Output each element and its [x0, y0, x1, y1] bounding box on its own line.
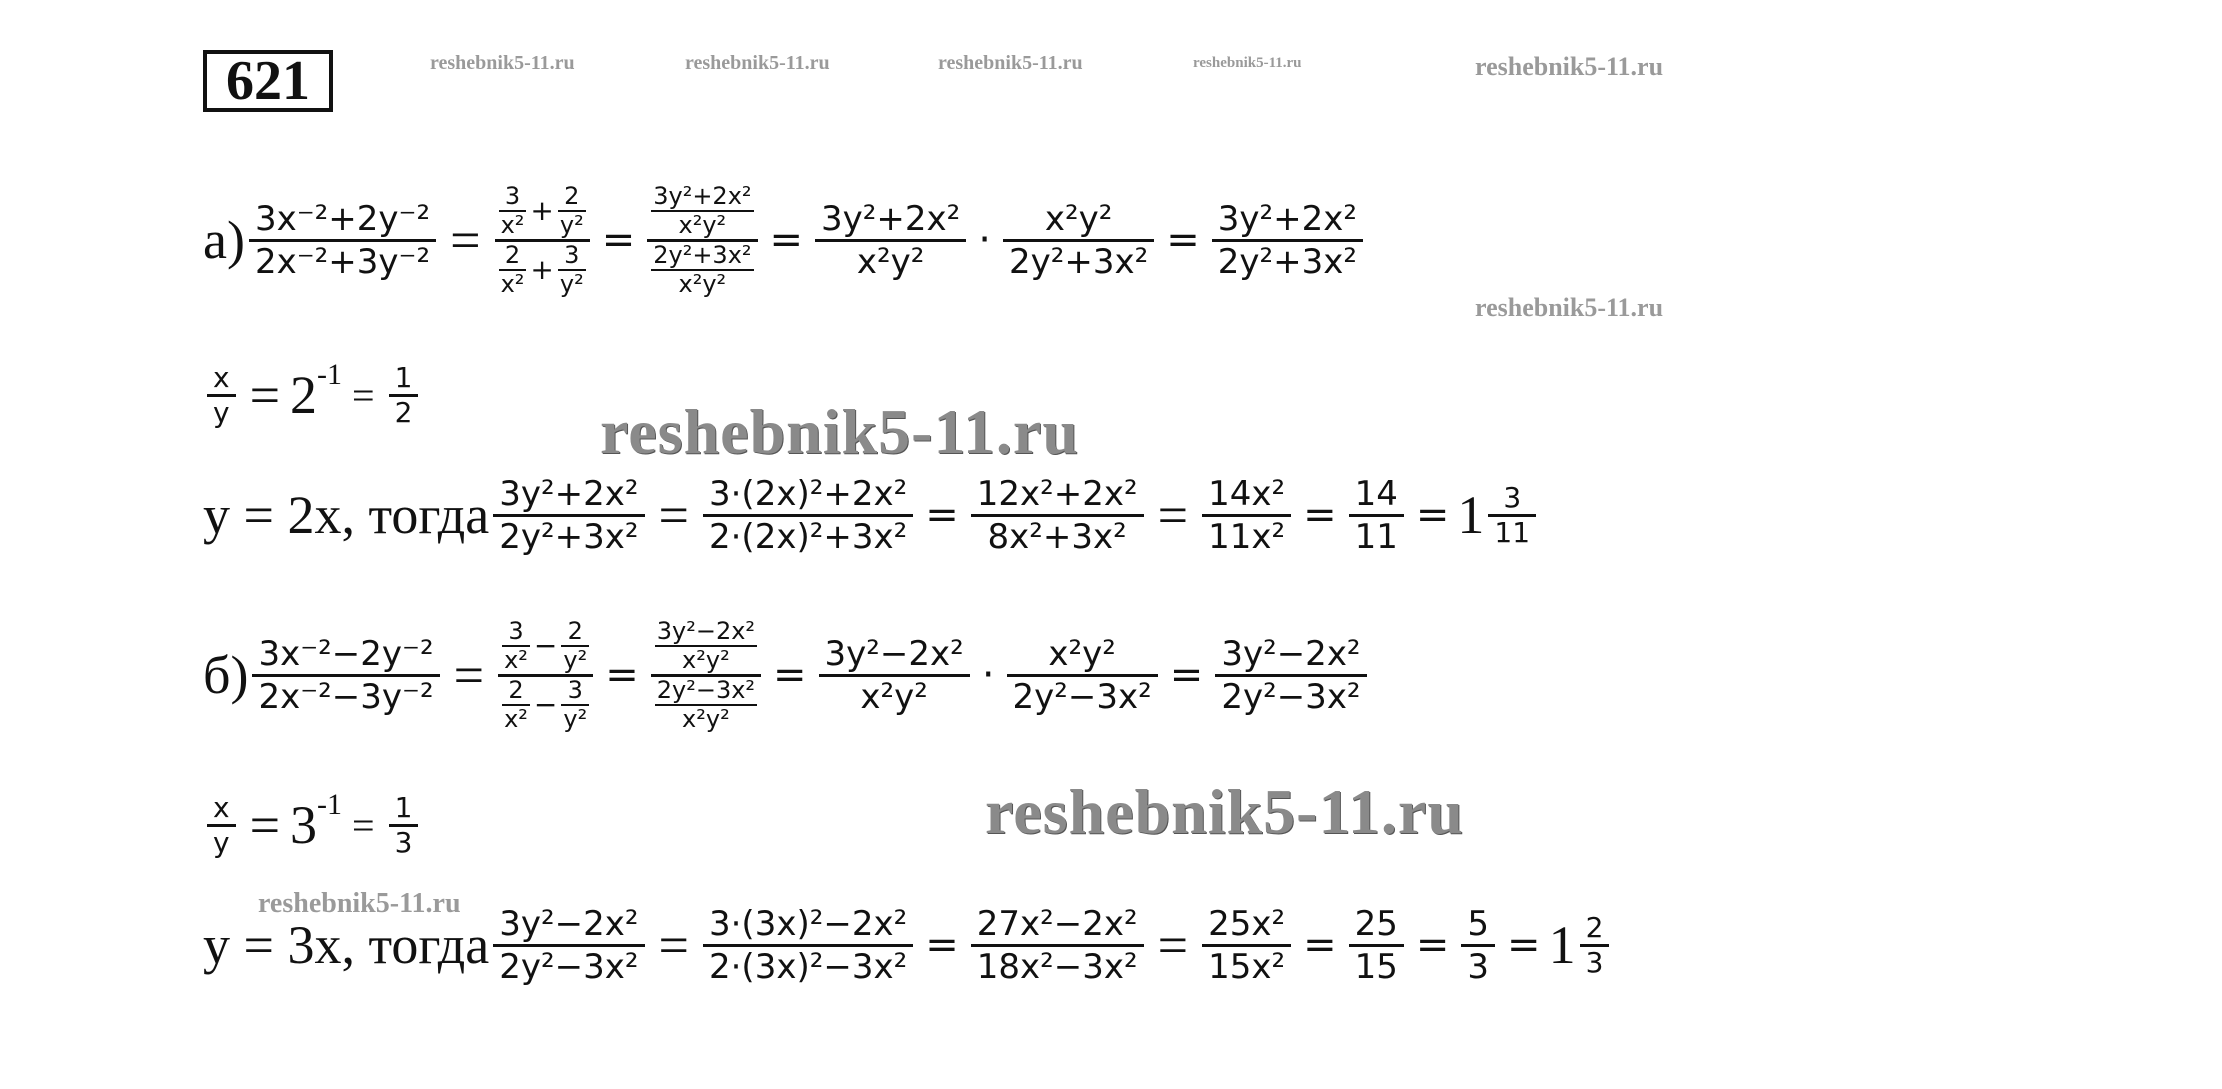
power-exponent: -1: [317, 788, 343, 821]
equals-sign: =: [453, 645, 485, 705]
power-base: 3: [290, 795, 318, 855]
part-a-substitution: [203, 455, 1540, 575]
part-b-fraction-5: [1007, 634, 1158, 717]
part-a-fraction-4: [815, 199, 966, 282]
denominator: x²y²: [856, 241, 925, 282]
sub-denominator: x²: [504, 704, 528, 733]
denominator: 3: [394, 825, 413, 859]
numerator: 14: [1354, 473, 1398, 514]
sub-denominator: y²: [563, 704, 588, 733]
equals-sign: =: [1507, 922, 1541, 968]
subst-fraction-4: [1202, 474, 1291, 557]
watermark-mid-right: reshebnik5-11.ru: [1475, 293, 1664, 322]
denominator: 11: [1494, 515, 1531, 549]
numerator: x²y²: [1044, 198, 1113, 239]
equals-sign: =: [1169, 652, 1204, 698]
watermark-top-2: reshebnik5-11.ru: [685, 52, 830, 74]
denominator: 8x²+3x²: [987, 516, 1127, 557]
sub-denominator: x²y²: [678, 269, 727, 298]
sub-numerator: 3: [504, 181, 521, 210]
power-base: 2: [290, 365, 318, 425]
equals-sign: =: [658, 485, 689, 545]
part-a-label: а): [203, 210, 245, 270]
ratio-result: [389, 792, 419, 859]
denominator: 2y²+3x²: [1217, 241, 1358, 282]
numerator: 3·(3x)²−2x²: [708, 903, 908, 944]
equals-sign: =: [1157, 915, 1189, 975]
ratio-fraction: [207, 362, 236, 429]
denominator: 2y²+3x²: [499, 516, 639, 557]
sub-numerator: 2y²−3x²: [656, 675, 756, 704]
part-b-label: б): [203, 645, 249, 705]
mixed-whole: 1: [1457, 485, 1485, 545]
equals-sign: =: [249, 365, 281, 425]
equals-sign: =: [1157, 485, 1189, 545]
equals-sign: =: [450, 210, 481, 270]
denominator: 2y²+3x²: [1009, 241, 1149, 282]
numerator: 12x²+2x²: [976, 473, 1138, 514]
power-exponent: -1: [317, 358, 343, 391]
denominator: 2y²−3x²: [1012, 676, 1152, 717]
equals-sign: =: [925, 922, 959, 968]
sub-numerator: 2: [564, 181, 580, 210]
sub-numerator: 3: [508, 616, 524, 645]
sub-numerator: 3y²+2x²: [653, 181, 752, 210]
numerator: 25x²: [1208, 903, 1286, 944]
part-b-fraction-1: [252, 634, 439, 717]
watermark-large-1: reshebnik5-11.ru: [600, 396, 1079, 467]
multiply-sign: ·: [978, 217, 992, 263]
numerator: 3y²−2x²: [499, 903, 639, 944]
part-a-fraction-6: [1212, 199, 1363, 282]
numerator: x: [213, 790, 230, 824]
subst-fraction-2: [703, 474, 913, 557]
mixed-fraction: [1488, 482, 1536, 549]
equals-sign: =: [249, 795, 281, 855]
numerator: x: [213, 360, 230, 394]
part-b-fraction-2: $\frac{3}{\text{x²}}$ − $\frac{2}{\text{y²}}$ $\frac{2}{\text{x²}}$ − $\frac{3}{\text{y²}}$: [498, 618, 593, 733]
sub-numerator: 2: [567, 616, 583, 645]
part-b-fraction-4: [819, 634, 970, 717]
subst-fraction-3: [971, 474, 1144, 557]
part-a-fraction-2: $\frac{3}{\text{x²}}$ + $\frac{2}{\text{y²}}$ $\frac{2}{\text{x²}}$ + $\frac{3}{\text{y²}}$: [495, 183, 590, 298]
subst-fraction-5: [1349, 474, 1404, 557]
subst-fraction-2: [703, 904, 913, 987]
numerator: 3y²+2x²: [1217, 198, 1358, 239]
denominator: 2·(3x)²−3x²: [708, 946, 908, 987]
sub-numerator: 2: [508, 675, 524, 704]
denominator: 11: [1354, 516, 1398, 557]
equals-sign: =: [1303, 492, 1337, 538]
numerator: 3·(2x)²+2x²: [708, 473, 908, 514]
numerator: 2: [1585, 910, 1604, 944]
part-a-fraction-3: [647, 183, 757, 298]
numerator: 3y²−2x²: [824, 633, 964, 674]
denominator: 15x²: [1208, 946, 1286, 987]
equals-sign: =: [773, 652, 807, 698]
subst-fraction-1: [493, 904, 644, 987]
denominator: 2y²−3x²: [499, 946, 639, 987]
watermark-top-3: reshebnik5-11.ru: [938, 52, 1083, 74]
denominator: 2x⁻²−3y⁻²: [258, 676, 434, 717]
sub-numerator: 3: [567, 675, 583, 704]
numerator: 25: [1354, 903, 1398, 944]
subst-fraction-6: [1461, 904, 1495, 987]
part-a-fraction-5: [1003, 199, 1154, 282]
denominator: 15: [1354, 946, 1398, 987]
watermark-top-5: reshebnik5-11.ru: [1475, 52, 1664, 81]
numerator: 1: [394, 790, 413, 824]
equals-sign: =: [1415, 922, 1450, 968]
numerator: x²y²: [1048, 633, 1116, 674]
ratio-result: [389, 362, 419, 429]
numerator: 3x⁻²−2y⁻²: [258, 633, 434, 674]
denominator: 3: [1467, 946, 1490, 987]
numerator: 27x²−2x²: [976, 903, 1138, 944]
mixed-fraction: [1580, 912, 1610, 979]
equals-sign: =: [605, 652, 639, 698]
equals-sign: =: [1303, 922, 1337, 968]
sub-denominator: x²: [500, 269, 525, 298]
denominator: x²y²: [860, 676, 928, 717]
equals-sign: =: [1166, 217, 1200, 263]
numerator: 5: [1467, 903, 1490, 944]
subst-fraction-5: [1349, 904, 1404, 987]
sub-numerator: 2: [504, 240, 521, 269]
denominator: 11x²: [1208, 516, 1286, 557]
numerator: 3y²+2x²: [499, 473, 639, 514]
numerator: 1: [394, 360, 413, 394]
watermark-top-1: reshebnik5-11.ru: [430, 52, 575, 74]
equals-sign: =: [658, 915, 689, 975]
sub-numerator: 3: [564, 240, 580, 269]
denominator: y: [213, 395, 230, 429]
sub-denominator: x²: [504, 645, 528, 674]
equals-sign: =: [1415, 492, 1450, 538]
equals-sign: =: [601, 217, 636, 263]
numerator: 3x⁻²+2y⁻²: [254, 198, 431, 239]
watermark-left: reshebnik5-11.ru: [258, 888, 461, 919]
denominator: 2y²−3x²: [1221, 676, 1361, 717]
part-a-main-equation: [203, 150, 1367, 330]
equals-sign: =: [769, 217, 804, 263]
part-b-fraction-6: [1215, 634, 1366, 717]
equals-sign: =: [352, 802, 375, 848]
sub-denominator: x²: [500, 210, 525, 239]
sub-denominator: y²: [559, 210, 584, 239]
numerator: 3y²−2x²: [1221, 633, 1361, 674]
part-a-ratio: [203, 340, 422, 450]
watermark-large-2: reshebnik5-11.ru: [985, 776, 1464, 847]
subst-fraction-1: [493, 474, 644, 557]
numerator: 3: [1503, 480, 1522, 514]
sub-numerator: 2y²+3x²: [653, 240, 752, 269]
substitution-text: y = 3x, тогда: [203, 915, 490, 975]
equals-sign: =: [925, 492, 959, 538]
sub-numerator: 3y²−2x²: [656, 616, 756, 645]
mixed-whole: 1: [1548, 915, 1576, 975]
subst-fraction-3: [971, 904, 1144, 987]
problem-number: 621: [203, 50, 333, 112]
numerator: 3y²+2x²: [821, 198, 961, 239]
denominator: 3: [1585, 945, 1604, 979]
numerator: 14x²: [1208, 473, 1286, 514]
part-b-substitution: [203, 885, 1613, 1005]
subst-fraction-4: [1202, 904, 1291, 987]
ratio-fraction: [207, 792, 236, 859]
substitution-text: y = 2x, тогда: [203, 485, 490, 545]
denominator: 2·(2x)²+3x²: [708, 516, 908, 557]
watermark-top-4: reshebnik5-11.ru: [1193, 55, 1302, 71]
denominator: 2x⁻²+3y⁻²: [254, 241, 431, 282]
sub-denominator: x²y²: [678, 210, 727, 239]
sub-denominator: y²: [559, 269, 584, 298]
multiply-sign: ·: [981, 652, 995, 698]
denominator: 2: [394, 395, 413, 429]
part-b-main-equation: [203, 585, 1371, 765]
part-a-fraction-1: [249, 199, 436, 282]
sub-denominator: x²y²: [682, 645, 730, 674]
sub-denominator: y²: [563, 645, 588, 674]
part-b-ratio: [203, 770, 422, 880]
sub-denominator: x²y²: [682, 704, 730, 733]
equals-sign: =: [352, 372, 375, 418]
part-b-fraction-3: [651, 618, 761, 733]
denominator: 18x²−3x²: [976, 946, 1138, 987]
denominator: y: [213, 825, 230, 859]
